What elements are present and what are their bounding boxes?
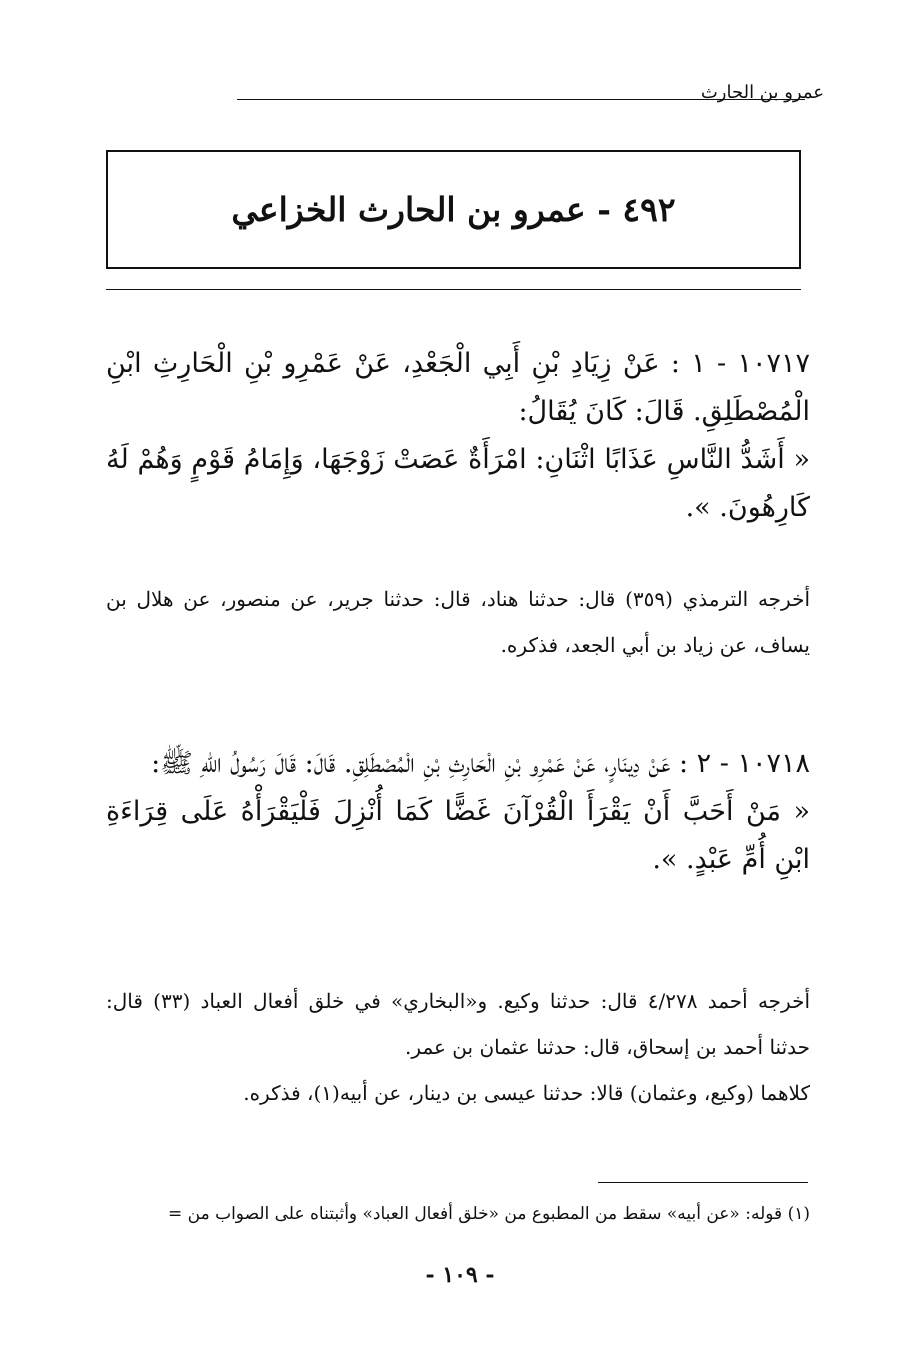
hadith-2 — [106, 740, 810, 884]
hadith-1-intro: ١٠٧١٧ - ١ : عَنْ زِيَادِ بْنِ أَبِي الْجَعْدِ، عَنْ عَمْرِو بْنِ الْحَارِثِ ابْنِ الْمُصْطَلِقِ. قَالَ: كَانَ يُقَالُ: — [106, 348, 810, 427]
chapter-title-box — [106, 150, 801, 269]
hadith-1-text: « أَشَدُّ النَّاسِ عَذَابًا اثْنَانِ: امْرَأَةٌ عَصَتْ زَوْجَهَا، وَإِمَامُ قَوْمٍ وَهُمْ لَهُ كَارِهُونَ. ». — [106, 444, 810, 523]
hadith-2-text: « مَنْ أَحَبَّ أَنْ يَقْرَأَ الْقُرْآنَ غَضًّا كَمَا أُنْزِلَ فَلْيَقْرَأْهُ عَلَى قِرَاءَةِ ابْنِ أُمِّ عَبْدٍ. ». — [106, 796, 810, 875]
hadith-1-takhrij-block — [106, 576, 810, 668]
footnote: (١) قوله: «عن أبيه» سقط من المطبوع من «خلق أفعال العباد» وأثبتناه على الصواب من = — [167, 1204, 810, 1224]
hadith-2-takhrij-block — [106, 978, 810, 1116]
hadith-2-takhrij-1: أخرجه أحمد ٤/٢٧٨ قال: حدثنا وكيع. و«البخاري» في خلق أفعال العباد (٣٣) قال: حدثنا أحمد بن إسحاق، قال: حدثنا عثمان بن عمر. — [106, 989, 810, 1059]
hadith-2-takhrij-2: كلاهما (وكيع، وعثمان) قالا: حدثنا عيسى بن دينار، عن أبيه(١)، فذكره. — [243, 1081, 810, 1105]
hadith-1 — [106, 340, 810, 532]
hadith-1-takhrij: أخرجه الترمذي (٣٥٩) قال: حدثنا هناد، قال: حدثنا جرير، عن منصور، عن هلال بن يساف، عن زياد بن أبي الجعد، فذكره. — [106, 587, 811, 657]
page-number: - ١٠٩ - — [425, 1262, 495, 1288]
header-rule — [237, 99, 805, 100]
chapter-title: ٤٩٢ - عمرو بن الحارث الخزاعي — [231, 190, 676, 229]
title-rule — [106, 289, 801, 290]
hadith-2-intro: ١٠٧١٨ - ٢ : عَنْ دِينَارٍ، عَنْ عَمْرِو بْنِ الْحَارِثِ بْنِ الْمُصْطَلِقِ. قَالَ: قَالَ رَسُولُ اللهِ ﷺ: — [151, 748, 810, 779]
footnote-rule — [598, 1182, 808, 1183]
running-head: عمرو بن الحارث — [700, 82, 824, 103]
